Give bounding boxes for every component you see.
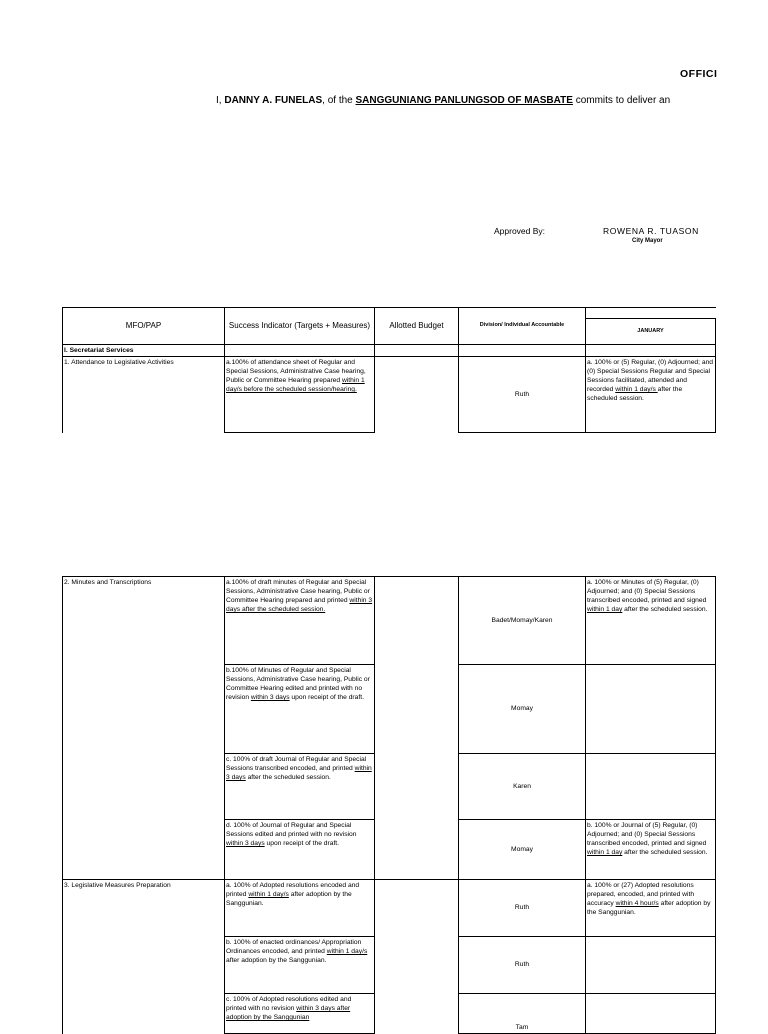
accountable-person: Ruth [459,937,586,994]
budget-cell [375,880,459,937]
indicator-text: c. 100% of draft Journal of Regular and Special Sessions transcribed encoded, and printed [226,756,367,773]
january-target-empty [586,665,716,754]
section-title: I. Secretariat Services [63,345,225,357]
indicator-1a [225,357,375,433]
target-text: a. 100% or (5) Regular, (0) Adjourned; and (0) Special Sessions Regular and Special Sessions facilitated, attended and recorded [587,359,714,394]
commitment-statement [216,95,670,106]
indicator-3b [225,937,375,994]
budget-cell [375,937,459,994]
budget-cell [375,357,459,433]
accountable-person: Momay [459,820,586,880]
january-target-1 [586,357,716,433]
budget-cell [375,577,459,665]
mfo-item-3: 3. Legislative Measures Preparation [63,880,225,937]
indicator-text: d. 100% of Journal of Regular and Special Sessions edited and printed with no revision [226,822,357,839]
budget-cell [375,754,459,820]
indicator-text: a. 100% of Adopted resolutions encoded and printed [226,882,360,899]
empty-cell [459,345,586,357]
january-target-2a [586,577,716,665]
indicator-deadline: within 3 days [226,765,372,782]
allotted-budget-header: Allotted Budget [375,308,459,345]
january-target-empty [586,754,716,820]
mfo-continuation [63,754,225,820]
empty-cell [586,345,716,357]
mfo-item-2: 2. Minutes and Transcriptions [63,577,225,665]
budget-cell [375,665,459,754]
mfo-continuation [63,820,225,880]
indicator-text: b.100% of Minutes of Regular and Special Sessions, Administrative Case hearing, Public or Committee Hearing edited and printed with no revision [226,667,370,702]
office-name: SANGGUNIANG PANLUNGSOD OF MASBATE [355,95,573,106]
target-text: b. 100% or Journal of (5) Regular, (0) Adjourned; and (0) Special Sessions transcribed encoded, printed and signed [587,822,707,848]
month-group-header [586,308,716,319]
indicator-2c [225,754,375,820]
indicator-text-end: upon receipt of the draft. [264,840,340,848]
target-text: a. 100% or (27) Adopted resolutions prepared, encoded, and printed with accuracy [587,882,695,908]
indicator-deadline: within 1 day/s [248,891,289,899]
indicator-text-end: after the scheduled session. [245,774,331,782]
target-deadline: within 1 day [587,606,623,614]
empty-cell [375,345,459,357]
approved-by-label: Approved By: [494,226,546,236]
target-deadline: within 1 day [587,849,623,857]
target-text-end: after the scheduled session. [622,849,708,857]
indicator-text-end: after adoption by the Sanggunian. [226,891,352,908]
indicator-text-end: after adoption by the Sanggunian. [226,957,327,965]
indicator-text: a.100% of attendance sheet of Regular and Special Sessions, Administrative Case hearing, Public or Committee Hearing prepared [226,359,366,385]
indicator-2d [225,820,375,880]
approver-role: City Mayor [632,238,663,244]
january-target-3a [586,880,716,937]
performance-table-1 [62,307,716,433]
form-title: OFFICI [680,68,718,80]
indicator-text-end: upon receipt of the draft. [289,694,364,702]
division-header: Division/ Individual Accountable [459,308,586,345]
mfo-continuation [63,937,225,994]
indicator-text: a.100% of draft minutes of Regular and Special Sessions, Administrative Case hearing, Public or Committee Hearing prepared and printed [226,579,370,605]
accountable-person: Ruth [459,357,586,433]
indicator-deadline: within 3 days after adoption by the Sanggunian [226,1005,351,1022]
commit-suffix: commits to deliver an [572,95,671,106]
indicator-deadline: within 1 day/s [326,948,368,956]
commit-mid: , of the [322,95,356,106]
january-target-empty [586,994,716,1034]
target-text-end: after adoption by the Sanggunian. [587,900,711,917]
accountable-person: Tam [459,994,586,1034]
indicator-deadline: within 3 days after the scheduled session. [226,597,373,614]
target-text: a. 100% or Minutes of (5) Regular, (0) Adjourned; and (0) Special Sessions transcribed encoded, printed and signed [587,579,707,605]
accountable-person: Ruth [459,880,586,937]
indicator-2a [225,577,375,665]
target-deadline: within 1 day/s [615,386,658,394]
mfo-continuation [63,994,225,1034]
target-deadline: within 4 hour/s [615,900,659,908]
employee-name: DANNY A. FUNELAS [224,95,323,106]
indicator-3a [225,880,375,937]
january-target-2b [586,820,716,880]
accountable-person: Badet/Momay/Karen [459,577,586,665]
january-header: JANUARY [586,319,716,345]
accountable-person: Momay [459,665,586,754]
indicator-deadline: within 1 day/s before the scheduled session/hearing. [226,377,365,394]
budget-cell [375,820,459,880]
accountable-person: Karen [459,754,586,820]
indicator-text: c. 100% of Adopted resolutions edited and printed with no revision [226,996,352,1013]
target-text-end: after the scheduled session. [622,606,708,614]
mfo-header: MFO/PAP [63,308,225,345]
mfo-continuation [63,665,225,754]
approver-name: ROWENA R. TUASON [603,226,699,236]
january-target-empty [586,937,716,994]
target-text-end: after the scheduled session. [587,386,683,403]
indicator-3c [225,994,375,1034]
performance-table-2 [62,576,716,1034]
commit-prefix: I, [216,95,225,106]
indicator-text: b. 100% of enacted ordinances/ Appropriation Ordinances encoded, and printed [226,939,362,956]
success-indicator-header: Success Indicator (Targets + Measures) [225,308,375,345]
indicator-2b [225,665,375,754]
mfo-item-1: 1. Attendance to Legislative Activities [63,357,225,433]
empty-cell [225,345,375,357]
indicator-deadline: within 3 days [226,840,265,848]
budget-cell [375,994,459,1034]
indicator-deadline: within 3 days [250,694,290,702]
